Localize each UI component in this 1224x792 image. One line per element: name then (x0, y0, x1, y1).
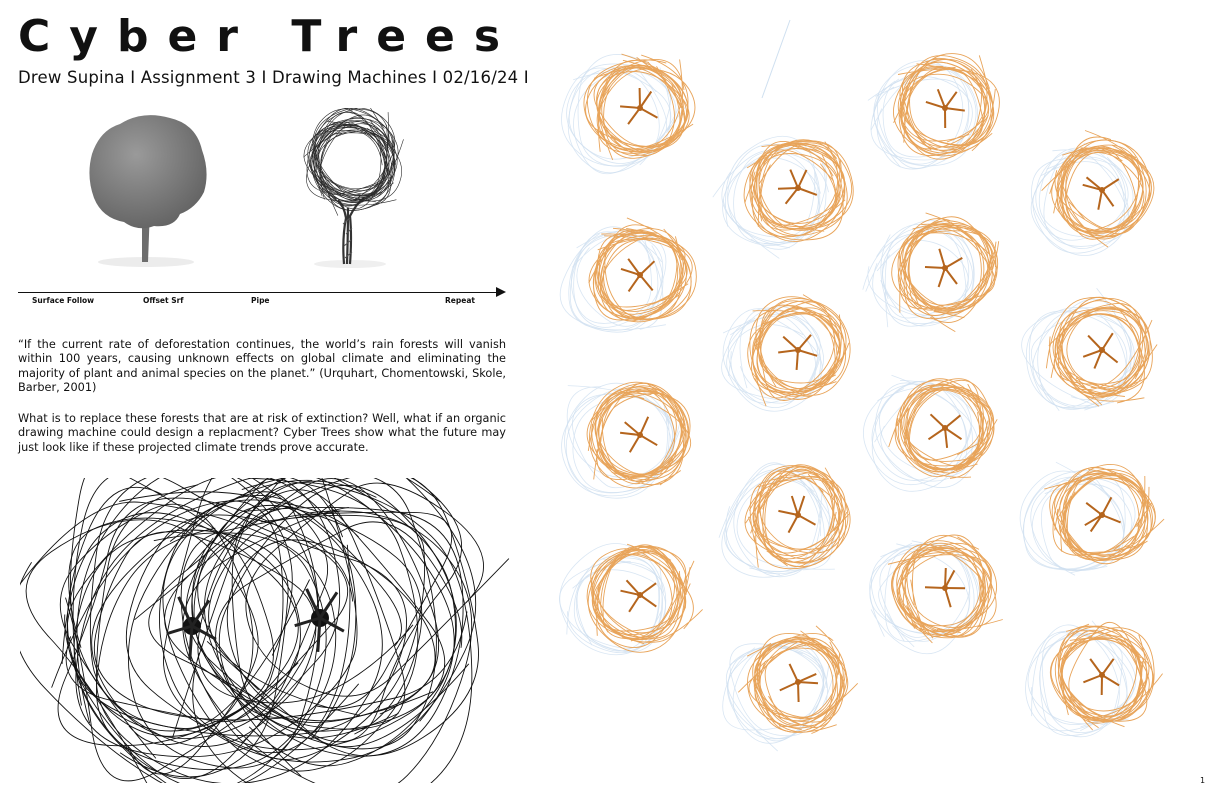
cyber-tree-canopy (562, 54, 695, 174)
page-number: 1 (1200, 776, 1206, 785)
document-title: Cyber Trees (18, 11, 520, 62)
quote-paragraph: “If the current rate of deforestation continues, the world’s rain forests will vanish within 100 years, causing unknown effects on global climate and eliminating the majority of plant and animal species on the planet.” (Urquhart, Chomentowski, Skole, Barber, 2001) (18, 338, 506, 394)
step-pipe: Pipe (251, 296, 270, 305)
cyber-tree-canopy (1026, 621, 1163, 737)
step-surface-follow: Surface Follow (32, 296, 95, 305)
scribble-stroke (70, 478, 309, 729)
solid-tree-render (84, 110, 214, 270)
wire-tree-render (292, 108, 412, 270)
timeline-arrow-icon (496, 287, 506, 297)
scribble-stroke (183, 507, 472, 783)
cyber-tree-canopy (713, 136, 853, 258)
timeline-line (18, 292, 498, 293)
cyber-tree-canopy (559, 544, 702, 655)
scribble-stroke (67, 478, 273, 731)
cyber-tree-canopy (560, 218, 696, 332)
document-subtitle: Drew Supina I Assignment 3 I Drawing Machines I 02/16/24 I (18, 68, 529, 87)
step-repeat: Repeat (445, 296, 475, 305)
cyber-tree-canopy (1020, 462, 1164, 575)
scribble-stroke (94, 532, 316, 722)
scribble-stroke (187, 490, 405, 729)
cyber-tree-canopy (863, 375, 997, 491)
cyber-tree-canopy (870, 535, 1003, 654)
cyber-tree-canopy (863, 213, 999, 332)
process-timeline (18, 286, 508, 312)
cyber-tree-canopy (562, 382, 691, 498)
canopy-plan-drawing (540, 10, 1210, 780)
cyber-tree-canopy (722, 295, 851, 412)
description-paragraph: What is to replace these forests that are at risk of extinction? Well, what if an organic drawing machine could design a replacment? Cyber Trees show what the future may just look like if these projected climate trends prove accurate. (18, 412, 506, 454)
cyber-tree-canopy (1022, 288, 1157, 410)
cyber-tree-canopy (868, 54, 1000, 169)
scribble-stroke (173, 483, 472, 783)
cyber-tree-canopy (1031, 131, 1154, 256)
cyber-tree-canopy (723, 626, 858, 751)
scribble-stroke (198, 506, 413, 703)
cyber-tree-canopy (719, 463, 850, 577)
step-offset-srf: Offset Srf (143, 296, 184, 305)
line-scribble-drawing (20, 478, 510, 783)
